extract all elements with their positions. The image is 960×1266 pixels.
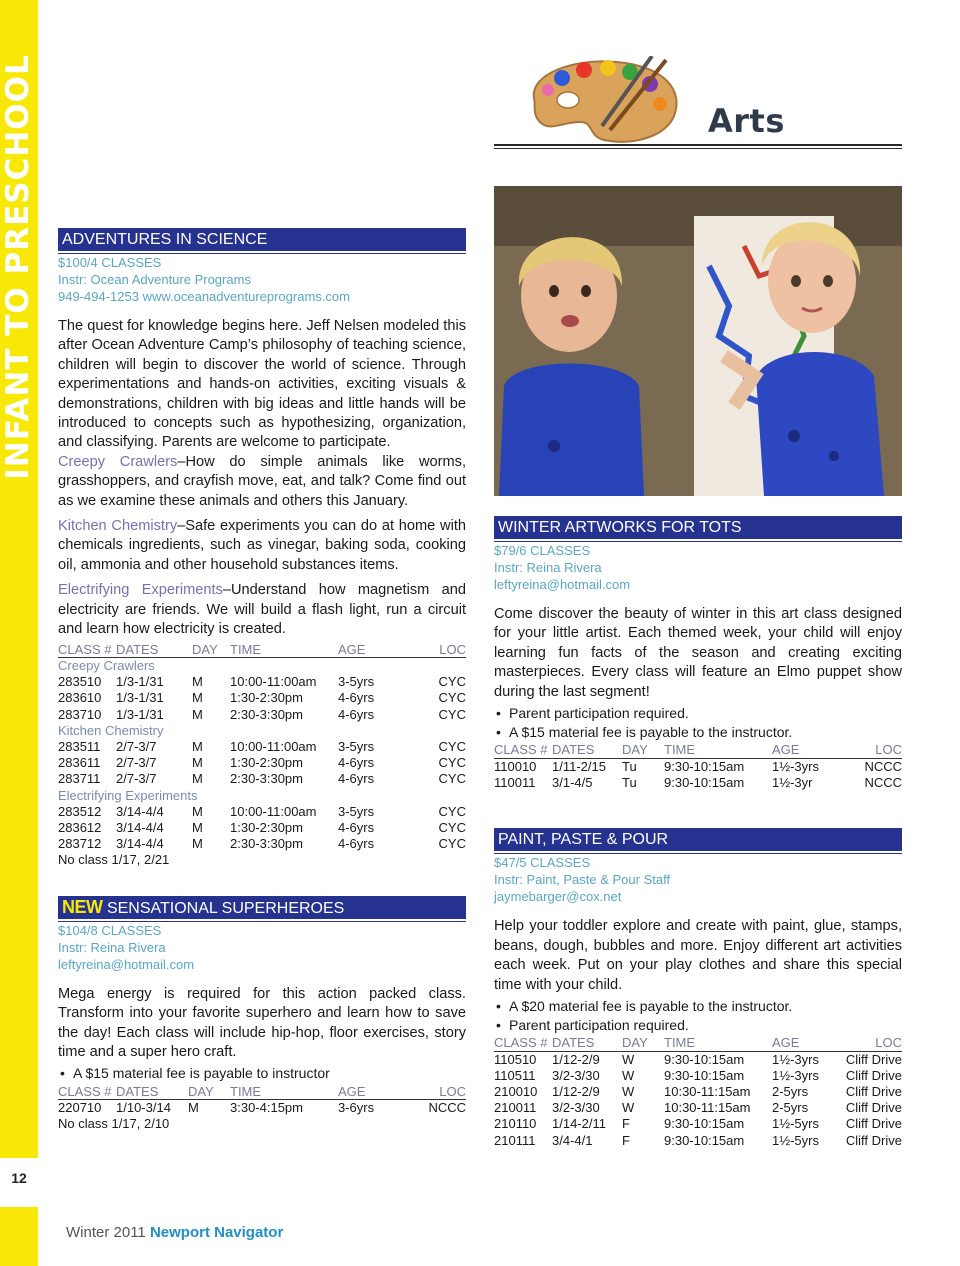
adventures-in-science-section bbox=[58, 228, 466, 868]
cell: NCCC bbox=[864, 774, 902, 790]
cell: W bbox=[622, 1084, 635, 1099]
cell: 4-6yrs bbox=[338, 819, 375, 835]
table-row bbox=[58, 690, 466, 706]
cell: 1/10-3/14 bbox=[116, 1100, 171, 1116]
course-contact: leftyreina@hotmail.com bbox=[494, 577, 631, 592]
cell: 2:30-3:30pm bbox=[230, 771, 303, 787]
cell: Cliff Drive bbox=[845, 1067, 902, 1083]
cell: F bbox=[622, 1132, 630, 1148]
topic-title: Creepy Crawlers bbox=[58, 453, 178, 470]
column-header: DAY bbox=[188, 1083, 230, 1099]
cell: M bbox=[192, 674, 203, 690]
cell: 4-6yrs bbox=[338, 706, 375, 722]
divider bbox=[494, 148, 902, 149]
cell: M bbox=[192, 803, 203, 819]
children-painting-photo bbox=[494, 186, 902, 496]
cell: 9:30-10:15am bbox=[664, 1051, 745, 1067]
cell: Cliff Drive bbox=[845, 1051, 902, 1067]
cell: 10:30-11:15am bbox=[664, 1084, 751, 1099]
course-description: Come discover the beauty of winter in this art class designed for your little artist. Each themed week, your child will enjoy learning fun facts of the season and creating exciting masterpieces. Every class will feature an Elmo puppet show during the last segment! bbox=[494, 606, 902, 700]
section-title: ADVENTURES IN SCIENCE bbox=[58, 228, 466, 251]
cell: 9:30-10:15am bbox=[664, 758, 745, 774]
left-column bbox=[58, 228, 466, 1132]
cell: 283610 bbox=[58, 690, 102, 706]
cell: 283511 bbox=[58, 739, 101, 755]
right-column bbox=[494, 516, 902, 1148]
cell: 1½-5yrs bbox=[772, 1132, 819, 1148]
column-header: CLASS # bbox=[494, 742, 552, 758]
topic-text: –Understand how magnetism and electricity are friends. We will build a flash light, run a circuit and learn how electricity is created. bbox=[58, 582, 466, 638]
cell: M bbox=[188, 1100, 199, 1116]
table-header-row bbox=[58, 642, 466, 658]
cell: 283612 bbox=[58, 819, 102, 835]
topic-paragraph bbox=[58, 517, 466, 575]
cell: 3/14-4/4 bbox=[116, 836, 164, 852]
cell: M bbox=[192, 771, 203, 787]
course-description: Help your toddler explore and create with paint, glue, stamps, beans, dough, bubbles and more. Enjoy different art activities each week. Put on your play clothes and share this special time with your child. bbox=[494, 918, 902, 993]
list-item: • A $15 material fee is payable to the instructor. bbox=[494, 723, 902, 742]
section-title: SENSATIONAL SUPERHEROES bbox=[106, 899, 345, 917]
course-price: $47/5 CLASSES bbox=[494, 855, 591, 871]
column-header: AGE bbox=[338, 642, 406, 658]
cell: 10:00-11:00am bbox=[230, 803, 317, 819]
cell: Cliff Drive bbox=[845, 1100, 902, 1116]
cell: M bbox=[192, 819, 203, 835]
group-label: Creepy Crawlers bbox=[58, 658, 155, 674]
column-header: CLASS # bbox=[58, 1083, 116, 1099]
table-row bbox=[58, 755, 466, 771]
column-header: DATES bbox=[116, 642, 192, 658]
cell: 2/7-3/7 bbox=[116, 739, 157, 755]
column-header: TIME bbox=[664, 742, 772, 758]
cell: Tu bbox=[622, 758, 637, 774]
footer-issue: Winter 2011 bbox=[66, 1224, 146, 1241]
list-item: • A $15 material fee is payable to instructor bbox=[58, 1064, 466, 1083]
cell: 283510 bbox=[58, 674, 102, 690]
course-description: The quest for knowledge begins here. Jeff Nelsen modeled this after Ocean Adventure Camp’s philosophy of teaching science, children will begin to discover the world of science. Through experimentations and hands-on activities, exciting visuals & demonstrations, children with big ideas and little hands will be introduced to concepts such as hypothesizing, organization, and classifying. Parents are welcome to participate. bbox=[58, 318, 466, 451]
list-item: • Parent participation required. bbox=[494, 704, 902, 723]
arts-title: Arts bbox=[708, 102, 785, 140]
column-header: CLASS # bbox=[58, 642, 116, 658]
table-row bbox=[58, 836, 466, 852]
column-header: LOC bbox=[406, 642, 466, 658]
cell: 1:30-2:30pm bbox=[230, 755, 303, 771]
table-row bbox=[494, 1067, 902, 1083]
winter-artworks-section bbox=[494, 516, 902, 790]
course-contact: leftyreina@hotmail.com bbox=[58, 956, 195, 972]
cell: CYC bbox=[438, 739, 466, 755]
column-header: DAY bbox=[622, 742, 664, 758]
cell: M bbox=[192, 690, 203, 706]
cell: CYC bbox=[438, 771, 466, 787]
paint-palette-icon bbox=[524, 56, 694, 148]
cell: 3-5yrs bbox=[338, 739, 375, 755]
cell: 210111 bbox=[494, 1132, 536, 1148]
table-header-row bbox=[58, 1083, 466, 1099]
course-contact: 949-494-1253 www.oceanadventureprograms.com bbox=[58, 289, 350, 304]
new-badge: NEW bbox=[62, 896, 103, 917]
cell: 2-5yrs bbox=[772, 1100, 809, 1116]
course-contact: jaymebarger@cox.net bbox=[494, 889, 622, 905]
cell: CYC bbox=[438, 836, 466, 852]
cell: CYC bbox=[438, 819, 466, 835]
cell: 3/1-4/5 bbox=[552, 774, 593, 790]
cell: 210011 bbox=[494, 1100, 537, 1116]
schedule-table bbox=[58, 1083, 466, 1115]
sidebar-band-bottom bbox=[0, 1207, 38, 1266]
cell: 3/2-3/30 bbox=[552, 1067, 600, 1083]
cell: W bbox=[622, 1067, 635, 1083]
column-header: AGE bbox=[772, 1035, 836, 1051]
section-label: INFANT TO PRESCHOOL bbox=[0, 54, 36, 480]
cell: 283512 bbox=[58, 803, 102, 819]
cell: Cliff Drive bbox=[845, 1116, 902, 1132]
list-item: • Parent participation required. bbox=[494, 1016, 902, 1035]
table-row bbox=[58, 674, 466, 690]
cell: 9:30-10:15am bbox=[664, 1067, 745, 1083]
cell: 110511 bbox=[494, 1067, 536, 1083]
section-title: PAINT, PASTE & POUR bbox=[494, 828, 902, 851]
photo-illustration bbox=[494, 186, 902, 496]
schedule-note: No class 1/17, 2/21 bbox=[58, 851, 170, 867]
cell: 220710 bbox=[58, 1100, 102, 1116]
cell: 10:30-11:15am bbox=[664, 1100, 751, 1116]
page-footer bbox=[66, 1224, 283, 1241]
cell: 2:30-3:30pm bbox=[230, 836, 303, 852]
cell: 1½-3yrs bbox=[772, 1051, 819, 1067]
cell: 9:30-10:15am bbox=[664, 1132, 745, 1148]
cell: 2/7-3/7 bbox=[116, 755, 157, 771]
page-number: 12 bbox=[11, 1170, 27, 1186]
sensational-superheroes-section bbox=[58, 896, 466, 1132]
cell: CYC bbox=[438, 755, 466, 771]
table-row bbox=[494, 1116, 902, 1132]
cell: 4-6yrs bbox=[338, 755, 375, 771]
cell: 4-6yrs bbox=[338, 690, 375, 706]
list-item: • A $20 material fee is payable to the instructor. bbox=[494, 997, 902, 1016]
cell: 3:30-4:15pm bbox=[230, 1100, 303, 1116]
column-header: LOC bbox=[406, 1083, 466, 1099]
cell: 3/14-4/4 bbox=[116, 803, 164, 819]
cell: 4-6yrs bbox=[338, 771, 375, 787]
table-row bbox=[58, 819, 466, 835]
column-header: AGE bbox=[772, 742, 842, 758]
cell: 110010 bbox=[494, 758, 537, 774]
footer-publication: Newport Navigator bbox=[149, 1224, 284, 1241]
cell: 3-5yrs bbox=[338, 803, 375, 819]
table-row bbox=[494, 1132, 902, 1148]
course-price: $79/6 CLASSES bbox=[494, 543, 591, 558]
cell: Cliff Drive bbox=[845, 1084, 902, 1099]
cell: 110011 bbox=[494, 774, 536, 790]
table-row bbox=[58, 1099, 466, 1115]
cell: 2/7-3/7 bbox=[116, 771, 157, 787]
column-header: DATES bbox=[116, 1083, 188, 1099]
topic-text: –Safe experiments you can do at home with chemicals ingredients, such as vinegar, baking soda, cooking oil, ammonia and other household substances items. bbox=[58, 518, 466, 573]
paint-paste-pour-section bbox=[494, 828, 902, 1148]
cell: 9:30-10:15am bbox=[664, 774, 745, 790]
course-price: $100/4 CLASSES bbox=[58, 255, 162, 270]
table-row bbox=[58, 803, 466, 819]
schedule-table bbox=[58, 642, 466, 852]
table-row bbox=[58, 738, 466, 754]
course-price: $104/8 CLASSES bbox=[58, 922, 162, 938]
bullet-list bbox=[494, 704, 902, 742]
cell: 1/3-1/31 bbox=[116, 674, 164, 690]
cell: W bbox=[622, 1100, 635, 1116]
cell: CYC bbox=[438, 803, 466, 819]
cell: 1½-3yrs bbox=[772, 758, 819, 774]
cell: 3/14-4/4 bbox=[116, 819, 164, 835]
column-header: DAY bbox=[192, 642, 230, 658]
table-header-row bbox=[494, 742, 902, 758]
cell: 210110 bbox=[494, 1116, 537, 1132]
course-instructor: Instr: Ocean Adventure Programs bbox=[58, 272, 251, 287]
course-instructor: Instr: Paint, Paste & Pour Staff bbox=[494, 872, 671, 888]
cell: M bbox=[192, 755, 203, 771]
cell: 3/4-4/1 bbox=[552, 1132, 593, 1148]
column-header: AGE bbox=[338, 1083, 406, 1099]
cell: 1½-5yrs bbox=[772, 1116, 819, 1132]
cell: CYC bbox=[438, 674, 466, 690]
topic-text: –How do simple animals like worms, grasshoppers, and crayfish move, eat, and talk? Come find out as we examine these animals and others this January. bbox=[58, 453, 466, 509]
cell: M bbox=[192, 706, 203, 722]
cell: W bbox=[622, 1051, 635, 1067]
cell: Cliff Drive bbox=[845, 1132, 902, 1148]
cell: 9:30-10:15am bbox=[664, 1116, 745, 1132]
cell: 10:00-11:00am bbox=[230, 674, 317, 690]
cell: M bbox=[192, 739, 203, 755]
section-sidebar bbox=[0, 0, 38, 1266]
bullet-list bbox=[494, 997, 902, 1035]
cell: 210010 bbox=[494, 1084, 538, 1099]
group-label: Electrifying Experiments bbox=[58, 787, 198, 803]
column-header: TIME bbox=[230, 1083, 338, 1099]
cell: 1:30-2:30pm bbox=[230, 819, 303, 835]
table-header-row bbox=[494, 1035, 902, 1051]
topic-paragraph bbox=[58, 453, 466, 511]
table-row bbox=[494, 774, 902, 790]
cell: F bbox=[622, 1116, 630, 1132]
cell: 1/3-1/31 bbox=[116, 706, 164, 722]
table-row bbox=[494, 1051, 902, 1067]
cell: 1/3-1/31 bbox=[116, 690, 164, 706]
section-title: WINTER ARTWORKS FOR TOTS bbox=[494, 516, 902, 539]
course-instructor: Instr: Reina Rivera bbox=[58, 939, 166, 955]
cell: 4-6yrs bbox=[338, 836, 375, 852]
cell: 1:30-2:30pm bbox=[230, 690, 303, 706]
divider bbox=[494, 144, 902, 146]
column-header: CLASS # bbox=[494, 1035, 552, 1051]
cell: 283712 bbox=[58, 836, 102, 852]
table-row bbox=[58, 706, 466, 722]
column-header: DATES bbox=[552, 1035, 622, 1051]
schedule-note: No class 1/17, 2/10 bbox=[58, 1115, 170, 1131]
arts-header bbox=[494, 52, 902, 154]
column-header: LOC bbox=[842, 742, 902, 758]
course-description: Mega energy is required for this action packed class. Transform into your favorite superhero and learn how to save the day! Each class will include hip-hop, floor exercises, story time and a super hero craft. bbox=[58, 985, 466, 1060]
group-label: Kitchen Chemistry bbox=[58, 722, 164, 738]
course-instructor: Instr: Reina Rivera bbox=[494, 560, 602, 575]
cell: 283711 bbox=[58, 771, 101, 787]
bullet-list bbox=[58, 1064, 466, 1083]
cell: 283710 bbox=[58, 706, 102, 722]
schedule-table bbox=[494, 1035, 902, 1148]
cell: M bbox=[192, 836, 203, 852]
cell: NCCC bbox=[428, 1100, 466, 1116]
cell: 283611 bbox=[58, 755, 101, 771]
table-row bbox=[494, 1100, 902, 1116]
group-row bbox=[58, 722, 466, 738]
cell: 1/14-2/11 bbox=[552, 1116, 606, 1132]
schedule-table bbox=[494, 742, 902, 790]
cell: Tu bbox=[622, 774, 637, 790]
cell: 2:30-3:30pm bbox=[230, 706, 303, 722]
cell: 1/12-2/9 bbox=[552, 1051, 600, 1067]
table-row bbox=[494, 1083, 902, 1099]
column-header: LOC bbox=[836, 1035, 902, 1051]
column-header: TIME bbox=[230, 642, 338, 658]
column-header: DATES bbox=[552, 742, 622, 758]
cell: NCCC bbox=[864, 758, 902, 774]
cell: 2-5yrs bbox=[772, 1084, 809, 1099]
topic-title: Electrifying Experiments bbox=[58, 582, 223, 599]
cell: 110510 bbox=[494, 1051, 537, 1067]
table-row bbox=[58, 771, 466, 787]
group-row bbox=[58, 658, 466, 674]
cell: 3/2-3/30 bbox=[552, 1100, 600, 1116]
cell: 1/11-2/15 bbox=[552, 758, 606, 774]
group-row bbox=[58, 787, 466, 803]
topic-title: Kitchen Chemistry bbox=[58, 518, 178, 535]
cell: 1½-3yr bbox=[772, 774, 813, 790]
table-row bbox=[494, 758, 902, 774]
column-header: DAY bbox=[622, 1035, 664, 1051]
column-header: TIME bbox=[664, 1035, 772, 1051]
section-title-bar bbox=[58, 896, 466, 919]
cell: CYC bbox=[438, 706, 466, 722]
cell: 1/12-2/9 bbox=[552, 1084, 600, 1099]
cell: 3-5yrs bbox=[338, 674, 375, 690]
cell: CYC bbox=[438, 690, 466, 706]
cell: 10:00-11:00am bbox=[230, 739, 317, 755]
topic-paragraph bbox=[58, 581, 466, 639]
cell: 3-6yrs bbox=[338, 1100, 375, 1116]
cell: 1½-3yrs bbox=[772, 1067, 819, 1083]
